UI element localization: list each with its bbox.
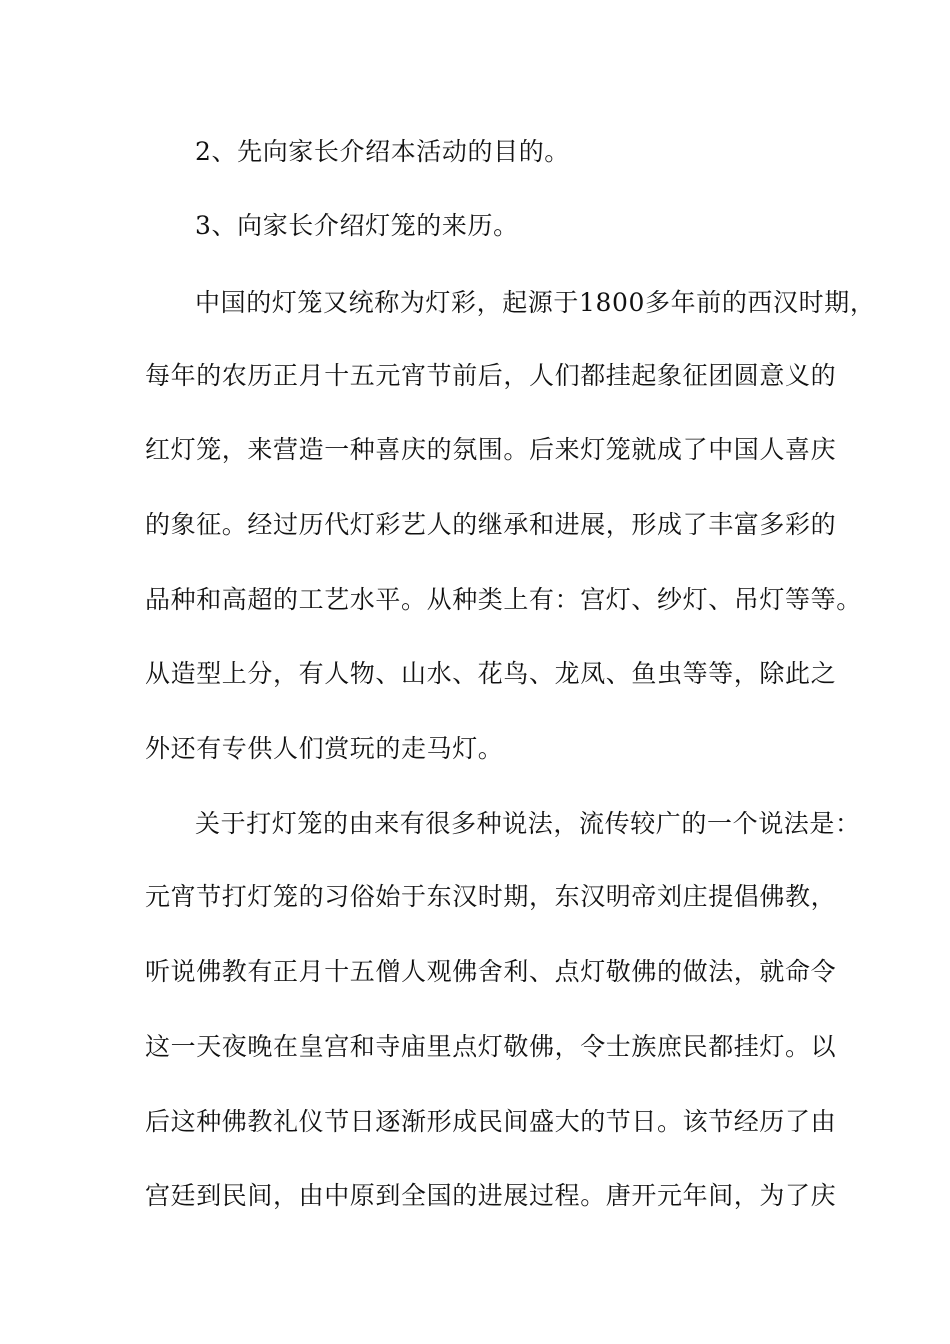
text-line: 外还有专供人们赏玩的走马灯。	[145, 734, 504, 763]
text-line: 的象征。经过历代灯彩艺人的继承和进展，形成了丰富多彩的	[145, 510, 837, 539]
text-line: 听说佛教有正月十五僧人观佛舍利、点灯敬佛的做法，就命令	[145, 957, 837, 986]
text-line: 每年的农历正月十五元宵节前后，人们都挂起象征团圆意义的	[145, 361, 837, 390]
text-line: 中国的灯笼又统称为灯彩，起源于1800多年前的西汉时期，	[195, 288, 876, 317]
text-line: 红灯笼，来营造一种喜庆的氛围。后来灯笼就成了中国人喜庆	[145, 435, 837, 464]
text-line: 元宵节打灯笼的习俗始于东汉时期，东汉明帝刘庄提倡佛教，	[145, 882, 837, 911]
text-line: 这一天夜晚在皇宫和寺庙里点灯敬佛，令士族庶民都挂灯。以	[145, 1032, 837, 1061]
text-line: 关于打灯笼的由来有很多种说法，流传较广的一个说法是：	[195, 809, 861, 838]
text-line: 品种和高超的工艺水平。从种类上有：宫灯、纱灯、吊灯等等。	[145, 585, 862, 614]
text-line: 后这种佛教礼仪节日逐渐形成民间盛大的节日。该节经历了由	[145, 1107, 837, 1136]
text-line: 2、先向家长介绍本活动的目的。	[195, 137, 570, 166]
text-line: 宫廷到民间，由中原到全国的进展过程。唐开元年间，为了庆	[145, 1181, 837, 1210]
text-line: 3、向家长介绍灯笼的来历。	[195, 211, 519, 240]
text-line: 从造型上分，有人物、山水、花鸟、龙凤、鱼虫等等，除此之	[145, 659, 837, 688]
